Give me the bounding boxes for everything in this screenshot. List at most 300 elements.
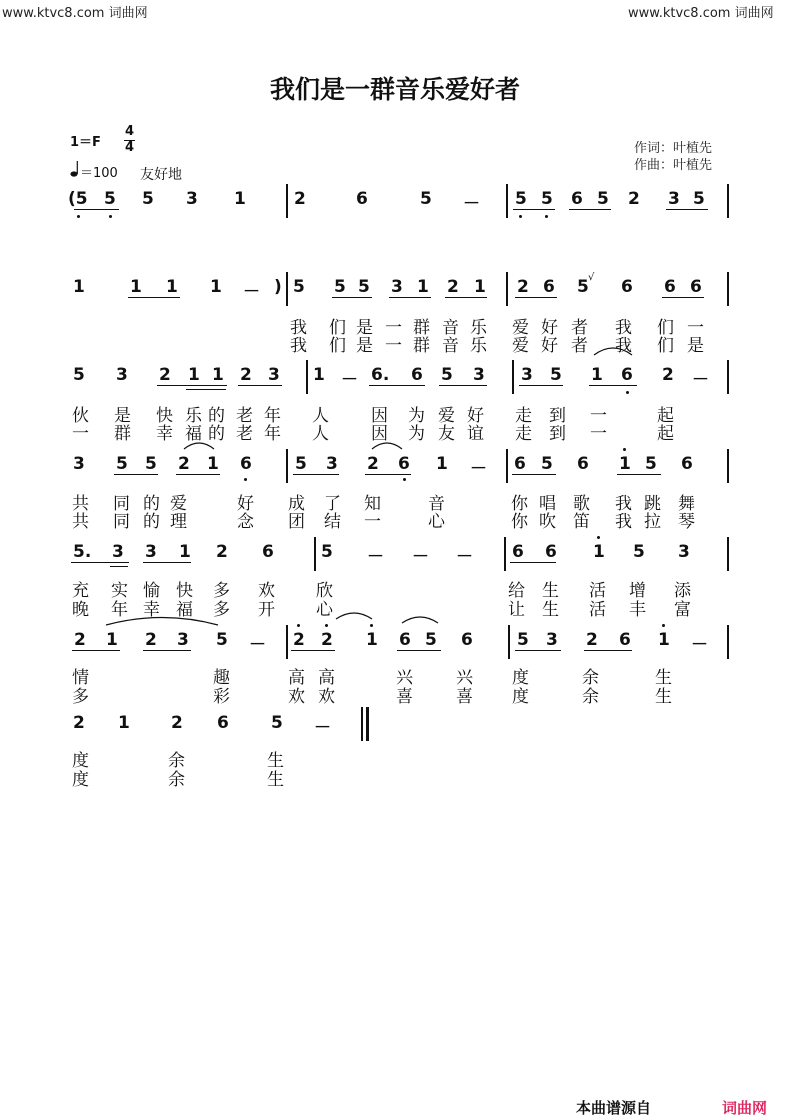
lyric-v2: 谊 [467, 424, 484, 444]
note: 1 [234, 189, 246, 209]
note: ) [274, 277, 282, 297]
note: 6 [577, 454, 589, 474]
note: － [341, 370, 358, 390]
note: 1 [130, 277, 142, 297]
note: － [456, 547, 473, 567]
bar-line [727, 625, 729, 659]
bar-line [306, 360, 308, 394]
note: 2 [216, 542, 228, 562]
bar-line [286, 625, 288, 659]
note: 5 [441, 365, 453, 385]
lyric-v2: 心 [428, 512, 445, 532]
note: 5 [295, 454, 307, 474]
underline [369, 385, 425, 386]
note: 3 [186, 189, 198, 209]
note: 5 [73, 365, 85, 385]
note: 1 [593, 542, 605, 562]
lyric-v1: 活 [589, 581, 606, 601]
lyric-v1: 爱 [170, 494, 187, 514]
note: 3 [678, 542, 690, 562]
lyric-v2: 因 [371, 424, 388, 444]
lyric-v2: 一 [72, 424, 89, 444]
lyric-v2: 生 [655, 687, 672, 707]
note: 1 [210, 277, 222, 297]
slur [370, 438, 404, 450]
underline [114, 474, 158, 475]
lyric-v2: 人 [312, 424, 329, 444]
lyric-v1: 好 [237, 494, 254, 514]
note: 2 [662, 365, 674, 385]
bar-line [286, 272, 288, 306]
lyric-v2: 走 [515, 424, 532, 444]
lyric-v1: 度 [72, 751, 89, 771]
lyric-v2: 一 [364, 512, 381, 532]
underline [589, 385, 637, 386]
note: 5 [597, 189, 609, 209]
note: 3 [145, 542, 157, 562]
lyric-v2: 琴 [678, 512, 695, 532]
lyric-v2: 幸 [143, 600, 160, 620]
lyric-v2: 音 [442, 336, 459, 356]
lyric-v1: 起 [657, 406, 674, 426]
underline [74, 209, 119, 210]
note: 2 [517, 277, 529, 297]
lyric-v2: 老 [236, 424, 253, 444]
underline [510, 562, 556, 563]
underline [584, 650, 632, 651]
lyric-v1: 走 [515, 406, 532, 426]
breath-mark: √ [588, 272, 595, 283]
lyric-v2: 为 [408, 424, 425, 444]
bar-line [506, 449, 508, 483]
high-dot [297, 624, 300, 627]
lyric-v2: 丰 [629, 600, 646, 620]
lyric-v1: 舞 [678, 494, 695, 514]
lyric-v2: 的 [143, 512, 160, 532]
lyric-v2: 起 [657, 424, 674, 444]
lyric-v1: 是 [356, 318, 373, 338]
tempo: ＝100 [80, 166, 118, 181]
note: 3 [177, 630, 189, 650]
note: 2 [586, 630, 598, 650]
lyric-v1: 的 [143, 494, 160, 514]
note: 2 [74, 630, 86, 650]
lyric-v1: 是 [114, 406, 131, 426]
time-top: 4 [125, 124, 135, 139]
note: 6 [621, 277, 633, 297]
underline [157, 385, 227, 386]
note: 1 [474, 277, 486, 297]
lyric-v2: 生 [542, 600, 559, 620]
high-dot [662, 624, 665, 627]
lyric-v2: 是 [356, 336, 373, 356]
underline [445, 297, 487, 298]
note: 3 [268, 365, 280, 385]
note: 5 [271, 713, 283, 733]
lyric-v1: 充 [72, 581, 89, 601]
lyric-v2: 心 [316, 600, 333, 620]
lyric-v2: 开 [258, 600, 275, 620]
final-bar-line [366, 707, 369, 741]
lyric-v1: 唱 [539, 494, 556, 514]
lyric-v1: 好 [541, 318, 558, 338]
lyric-v2: 理 [170, 512, 187, 532]
lyric-v1: 情 [72, 668, 89, 688]
note: 2 [171, 713, 183, 733]
bar-line [506, 272, 508, 306]
note: 1 [73, 277, 85, 297]
lyric-v1: 欣 [316, 581, 333, 601]
note: 5 [104, 189, 116, 209]
note: 6 [411, 365, 423, 385]
bar-line [286, 184, 288, 218]
lyric-v1: 的 [208, 406, 225, 426]
lyric-v2: 生 [267, 770, 284, 790]
underline [128, 297, 180, 298]
underline [569, 209, 611, 210]
underline [666, 209, 708, 210]
note: 1 [166, 277, 178, 297]
note: 5. [73, 542, 92, 562]
lyric-v1: 们 [329, 318, 346, 338]
underline [519, 385, 563, 386]
note: 1 [313, 365, 325, 385]
lyric-v2: 多 [213, 600, 230, 620]
expression-mark: 友好地 [140, 167, 182, 183]
bar-line [314, 537, 316, 571]
lyric-v1: 生 [267, 751, 284, 771]
lyric-v1: 同 [113, 494, 130, 514]
low-dot [519, 215, 522, 218]
low-dot [626, 391, 629, 394]
lyric-v2: 爱 [512, 336, 529, 356]
note: 5 [550, 365, 562, 385]
note: 5 [541, 454, 553, 474]
lyric-v2: 彩 [213, 687, 230, 707]
lyric-v1: 音 [442, 318, 459, 338]
lyric-v1: 们 [657, 318, 674, 338]
note: 5 [633, 542, 645, 562]
lyric-v2: 到 [549, 424, 566, 444]
note: 1 [179, 542, 191, 562]
underline [71, 562, 129, 563]
lyric-v1: 因 [371, 406, 388, 426]
note: 6 [621, 365, 633, 385]
bar-line [727, 184, 729, 218]
note: 6 [262, 542, 274, 562]
lyric-v2: 年 [111, 600, 128, 620]
lyric-v2: 念 [237, 512, 254, 532]
lyric-v2: 你 [511, 512, 528, 532]
lyric-v2: 让 [508, 600, 525, 620]
note: 5 [517, 630, 529, 650]
lyric-v2: 笛 [573, 512, 590, 532]
underline [332, 297, 372, 298]
lyric-v1: 我 [615, 318, 632, 338]
note: 3 [116, 365, 128, 385]
lyric-v2: 幸 [156, 424, 173, 444]
note: 2 [294, 189, 306, 209]
note: 1 [212, 365, 224, 385]
note: 2 [178, 454, 190, 474]
lyricist-credit: 作词：叶植先 [634, 141, 713, 156]
note: － [412, 547, 429, 567]
note: 6 [398, 454, 410, 474]
lyric-v2: 我 [615, 512, 632, 532]
underline [110, 566, 128, 567]
note: 5 [145, 454, 157, 474]
lyric-v2: 欢 [318, 687, 335, 707]
lyric-v2: 共 [72, 512, 89, 532]
lyric-v2: 结 [324, 512, 341, 532]
lyric-v1: 人 [312, 406, 329, 426]
note: 3 [391, 277, 403, 297]
note: － [314, 718, 331, 738]
lyric-v1: 生 [542, 581, 559, 601]
note: 5 [116, 454, 128, 474]
lyric-v1: 愉 [143, 581, 160, 601]
note: － [470, 459, 487, 479]
lyric-v2: 富 [674, 600, 691, 620]
underline [365, 474, 411, 475]
lyric-v2: 友 [438, 424, 455, 444]
composer-credit: 作曲：叶植先 [634, 158, 713, 173]
high-dot [623, 448, 626, 451]
lyric-v2: 同 [113, 512, 130, 532]
lyric-v2: 拉 [644, 512, 661, 532]
note: 3 [521, 365, 533, 385]
underline [662, 297, 704, 298]
lyric-v2: 是 [687, 336, 704, 356]
underline [176, 474, 220, 475]
note: 6 [461, 630, 473, 650]
note: 6. [371, 365, 390, 385]
lyric-v2: 年 [264, 424, 281, 444]
lyric-v2: 福 [176, 600, 193, 620]
note: 2 [367, 454, 379, 474]
lyric-v1: 给 [508, 581, 525, 601]
lyric-v1: 余 [582, 668, 599, 688]
lyric-v2: 们 [329, 336, 346, 356]
lyric-v1: 我 [615, 494, 632, 514]
note: － [692, 370, 709, 390]
underline [515, 297, 557, 298]
note: 1 [436, 454, 448, 474]
slur [592, 342, 634, 356]
underline [238, 385, 282, 386]
lyric-v1: 生 [655, 668, 672, 688]
note: 5 [693, 189, 705, 209]
bar-line [727, 360, 729, 394]
lyric-v2: 团 [288, 512, 305, 532]
bar-line [727, 272, 729, 306]
lyric-v2: 者 [571, 336, 588, 356]
high-dot [597, 536, 600, 539]
note: 2 [321, 630, 333, 650]
bar-line [727, 537, 729, 571]
note: 6 [664, 277, 676, 297]
lyric-v1: 跳 [644, 494, 661, 514]
underline [186, 389, 226, 390]
lyric-v1: 知 [364, 494, 381, 514]
lyric-v1: 爱 [438, 406, 455, 426]
lyric-v2: 余 [582, 687, 599, 707]
lyric-v2: 吹 [539, 512, 556, 532]
lyric-v1: 乐 [470, 318, 487, 338]
low-dot [109, 215, 112, 218]
underline [617, 474, 661, 475]
lyric-v2: 欢 [288, 687, 305, 707]
lyric-v2: 我 [290, 336, 307, 356]
lyric-v2: 度 [72, 770, 89, 790]
lyric-v2: 余 [168, 770, 185, 790]
underline [291, 650, 335, 651]
lyric-v2: 好 [541, 336, 558, 356]
lyric-v2: 一 [385, 336, 402, 356]
note: 2 [293, 630, 305, 650]
underline [515, 650, 561, 651]
lyric-v1: 年 [264, 406, 281, 426]
lyric-v2: 喜 [456, 687, 473, 707]
slur [104, 612, 220, 626]
note: 6 [571, 189, 583, 209]
underline [293, 474, 339, 475]
lyric-v1: 多 [213, 581, 230, 601]
lyric-v1: 成 [288, 494, 305, 514]
note: 1 [207, 454, 219, 474]
note: 5 [425, 630, 437, 650]
note: 2 [447, 277, 459, 297]
lyric-v1: 余 [168, 751, 185, 771]
note: 1 [188, 365, 200, 385]
underline [72, 650, 120, 651]
note: 2 [145, 630, 157, 650]
lyric-v1: 增 [629, 581, 646, 601]
lyric-v2: 晚 [72, 600, 89, 620]
time-bottom: 4 [125, 140, 135, 155]
lyric-v2: 活 [589, 600, 606, 620]
note: 3 [326, 454, 338, 474]
lyric-v2: 群 [114, 424, 131, 444]
footer-source-text: 本曲谱源自 [576, 1099, 652, 1117]
note: 1 [366, 630, 378, 650]
note: 5 [293, 277, 305, 297]
note: 5 [321, 542, 333, 562]
lyric-v2: 群 [413, 336, 430, 356]
lyric-v1: 一 [590, 406, 607, 426]
underline [143, 650, 191, 651]
note: 2 [73, 713, 85, 733]
lyric-v2: 一 [590, 424, 607, 444]
lyric-v1: 实 [111, 581, 128, 601]
note: 6 [543, 277, 555, 297]
bar-line [361, 707, 363, 741]
watermark-right: www.ktvc8.com 词曲网 [628, 6, 774, 21]
lyric-v1: 一 [687, 318, 704, 338]
note: (5 [68, 189, 88, 209]
bar-line [506, 184, 508, 218]
low-dot [403, 478, 406, 481]
low-dot [244, 478, 247, 481]
watermark-left: www.ktvc8.com 词曲网 [2, 6, 148, 21]
lyric-v2: 福 [185, 424, 202, 444]
lyric-v2: 们 [657, 336, 674, 356]
lyric-v1: 欢 [258, 581, 275, 601]
lyric-v1: 趣 [213, 668, 230, 688]
note: － [367, 547, 384, 567]
note: 6 [512, 542, 524, 562]
note: 3 [112, 542, 124, 562]
lyric-v1: 了 [324, 494, 341, 514]
lyric-v1: 歌 [573, 494, 590, 514]
lyric-v1: 伙 [72, 406, 89, 426]
lyric-v1: 到 [549, 406, 566, 426]
note: 2 [159, 365, 171, 385]
lyric-v1: 兴 [456, 668, 473, 688]
note: － [691, 635, 708, 655]
note: 1 [106, 630, 118, 650]
note: 3 [473, 365, 485, 385]
lyric-v2: 乐 [470, 336, 487, 356]
slur [182, 438, 216, 450]
note: 2 [240, 365, 252, 385]
lyric-v1: 为 [408, 406, 425, 426]
note: 3 [546, 630, 558, 650]
lyric-v1: 爱 [512, 318, 529, 338]
footer-logo[interactable]: 词曲网 [722, 1099, 768, 1117]
lyric-v1: 者 [571, 318, 588, 338]
note: 5 [420, 189, 432, 209]
slur [334, 608, 374, 620]
low-dot [545, 215, 548, 218]
note: － [249, 635, 266, 655]
lyric-v1: 快 [156, 406, 173, 426]
note: 6 [681, 454, 693, 474]
note: 3 [668, 189, 680, 209]
note: 6 [217, 713, 229, 733]
bar-line [508, 625, 510, 659]
note: 6 [399, 630, 411, 650]
note: 2 [628, 189, 640, 209]
note: 5 [334, 277, 346, 297]
lyric-v1: 我 [290, 318, 307, 338]
underline [439, 385, 487, 386]
lyric-v2: 我 [615, 336, 632, 356]
note: － [463, 194, 480, 214]
note: － [243, 282, 260, 302]
underline [512, 474, 556, 475]
note: 1 [658, 630, 670, 650]
note: 5 [358, 277, 370, 297]
note: 5 [515, 189, 527, 209]
underline [513, 209, 555, 210]
note: 5 [541, 189, 553, 209]
slur [400, 612, 440, 624]
high-dot [370, 624, 373, 627]
lyric-v1: 乐 [185, 406, 202, 426]
lyric-v1: 兴 [396, 668, 413, 688]
lyric-v2: 喜 [396, 687, 413, 707]
lyric-v1: 高 [288, 668, 305, 688]
lyric-v2: 度 [512, 687, 529, 707]
note: 6 [356, 189, 368, 209]
lyric-v1: 快 [176, 581, 193, 601]
lyric-v1: 一 [385, 318, 402, 338]
note: 1 [417, 277, 429, 297]
lyric-v1: 群 [413, 318, 430, 338]
lyric-v2: 多 [72, 687, 89, 707]
bar-line [727, 449, 729, 483]
